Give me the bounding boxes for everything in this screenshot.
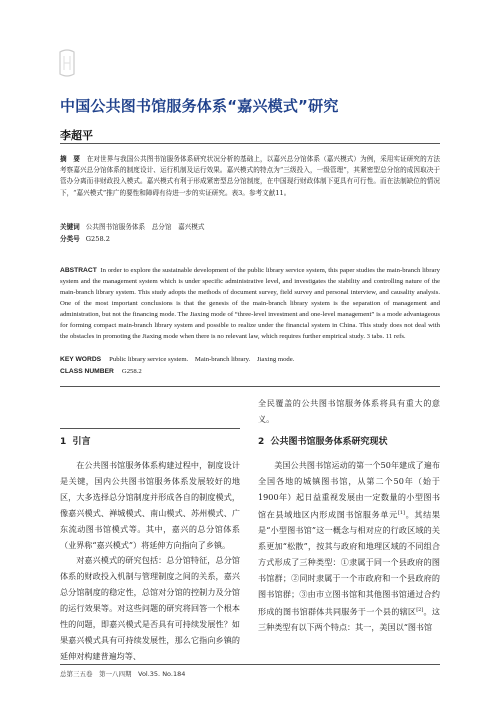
footer-rule (60, 664, 440, 665)
abstract-text: 在对世界与我国公共图书馆服务体系研究状况分析的基础上，以嘉兴总分馆体系（嘉兴模式）为例，采用实证研究的方法考察嘉兴总分馆体系的制度设计、运行机制及运行效果。嘉兴模式的特点为“三级投入，一级管理”，其紧密型总分馆的成因取决于管办分离而非财政投入模式。嘉兴模式有利于形成紧密型总分馆制度，在中国现行财政体制下更具有可行性。而在法制缺位的情况下，“嘉兴模式”推广的要性和障碍有待进一步的实证研究。表3。参考文献11。 (60, 155, 441, 197)
section1-paragraph-1: 在公共图书馆服务体系构建过程中，制度设计是关键，国内公共图书馆服务体系发展较好的地区，大多选择总分馆制度并形成各自的制度模式，像嘉兴模式、禅城模式、南山模式、苏州模式、广东流动图书馆模式等。其中，嘉兴的总分馆体系（业界称“嘉兴模式”）将延伸方向指向了乡镇。 (60, 460, 240, 550)
keywords-cn: 关键词 公共图书馆服务体系 总分馆 嘉兴模式 (60, 223, 205, 231)
left-column (60, 458, 240, 665)
right-column (258, 458, 440, 636)
abstract-label: 摘 要 (60, 155, 81, 163)
section2-paragraph-1: 美国公共图书馆运动的第一个50年建成了遍布全国各地的城镇图书馆，从第二个50年（始于1900年）起日益重视发展由一定数量的小型图书馆在县域地区内形成图书馆服务单元[1]。其结果是“小型图书馆”这一概念与相对应的行政区域的关系更加“松散”，按其与政府和地理区域的不同组合方式形成了三种类型：①隶属于同一个县政府的图书馆群；②同时隶属于一个市政府和一个县政府的图书馆群；③由市立图书馆和其他图书馆通过合约形成的图书馆群体共同服务于一个县的辖区[2]。这三种类型有以下两个特点：其一，美国以“图书馆 (258, 460, 440, 633)
right-column-continuation: 全民覆盖的公共图书馆服务体系将具有重大的意义。 (258, 398, 440, 424)
class-number-en: CLASS NUMBER G258.2 (60, 368, 142, 375)
citation-1: [1] (397, 509, 405, 516)
section1-heading: 1 引言 (60, 437, 91, 447)
article-title: 中国公共图书馆服务体系“嘉兴模式”研究 (60, 97, 339, 115)
journal-logo (56, 48, 78, 78)
keywords-en: KEY WORDS Public library service system. Main-branch library. Jiaxing mode. (60, 356, 295, 363)
section1-paragraph-2: 对嘉兴模式的研究包括：总分馆特征，总分馆体系的财政投入机制与管理制度之间的关系，嘉兴总分馆制度的稳定性，总馆对分馆的控制力及分馆的运行效果等。对这些问题的研究将回答一个根本性的问题，即嘉兴模式是否具有可持续发展性？如果嘉兴模式具有可持续发展性，那么它指向乡镇的延伸对构建普遍均等、 (60, 555, 240, 661)
article-author: 李超平 (60, 129, 93, 142)
abstract-chinese (60, 154, 440, 199)
abstract-en-label: ABSTRACT (60, 267, 97, 274)
abstract-english (60, 265, 440, 342)
abstract-en-text: In order to explore the sustainable development of the public library service system, this paper studies the main-branch library system and the management system which is under specific administrative level, and investigates the stability and controlling nature of the main-branch library system. This study adopts the methods of document survey, field survey and personal interview, and causality analysis. One of the most important conclusions is that the genesis of the main-branch library system is the separation of management and administration, but not the financing mode. The Jiaxing mode of “three-level investment and one-level management” is a mode advantageous for forming compact main-branch library system and possible to realize under the financial system in China. This study does not deal with the obstacles in promoting the Jiaxing mode when there is no relevant law, which requires further empirical study. 3 tabs. 11 refs. (60, 267, 441, 340)
page-footer: 总第三五卷 第一八四期 Vol.35. No.184 (60, 670, 186, 678)
header-rule (60, 143, 440, 144)
citation-2: [2] (416, 606, 424, 613)
class-number-cn: 分类号 G258.2 (60, 235, 110, 243)
abstract-rule (60, 386, 440, 387)
section2-heading: 2 公共图书馆服务体系研究现状 (258, 437, 388, 447)
section1-rule (60, 428, 240, 429)
